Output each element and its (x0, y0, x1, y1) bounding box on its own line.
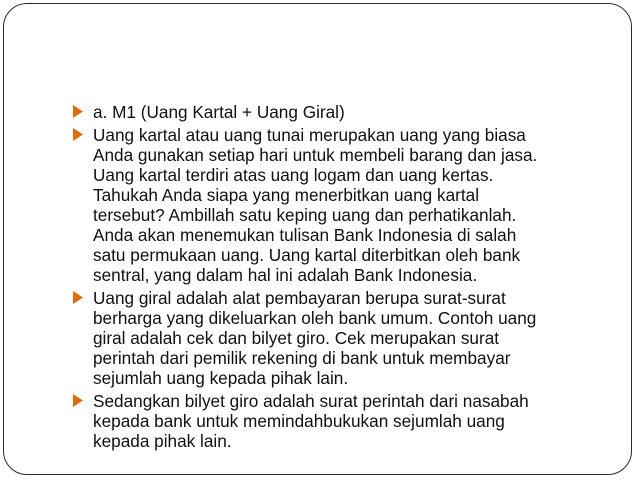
bullet-text: Uang giral adalah alat pembayaran berupa surat-surat berharga yang dikeluarkan oleh bank umum. Contoh uang giral adalah cek dan bilyet giro. Cek merupakan surat perintah dari pemilik rekening di bank untuk membayar sejumlah uang kepada pihak lain. (93, 288, 537, 388)
bullet-item-uang-giral (73, 288, 613, 388)
orange-triangle-bullet-icon (73, 128, 83, 141)
bullet-item-uang-kartal (73, 125, 613, 285)
bullet-text: Sedangkan bilyet giro adalah surat perintah dari nasabah kepada bank untuk memindahbukukan sejumlah uang kepada pihak lain. (93, 391, 529, 451)
bullet-list (73, 102, 613, 454)
bullet-text: Uang kartal atau uang tunai merupakan uang yang biasa Anda gunakan setiap hari untuk membeli barang dan jasa. Uang kartal terdiri atas uang logam dan uang kertas. Tahukah Anda siapa yang menerbitkan uang kartal tersebut? Ambillah satu keping uang dan perhatikanlah. Anda akan menemukan tulisan Bank Indonesia di salah satu permukaan uang. Uang kartal diterbitkan oleh bank sentral, yang dalam hal ini adalah Bank Indonesia. (93, 125, 538, 285)
bullet-item-bilyet-giro (73, 391, 613, 451)
orange-triangle-bullet-icon (73, 105, 83, 118)
orange-triangle-bullet-icon (73, 291, 83, 304)
orange-triangle-bullet-icon (73, 394, 83, 407)
slide-frame (3, 3, 632, 475)
bullet-text: a. M1 (Uang Kartal + Uang Giral) (93, 102, 345, 122)
bullet-item-m1 (73, 102, 613, 122)
